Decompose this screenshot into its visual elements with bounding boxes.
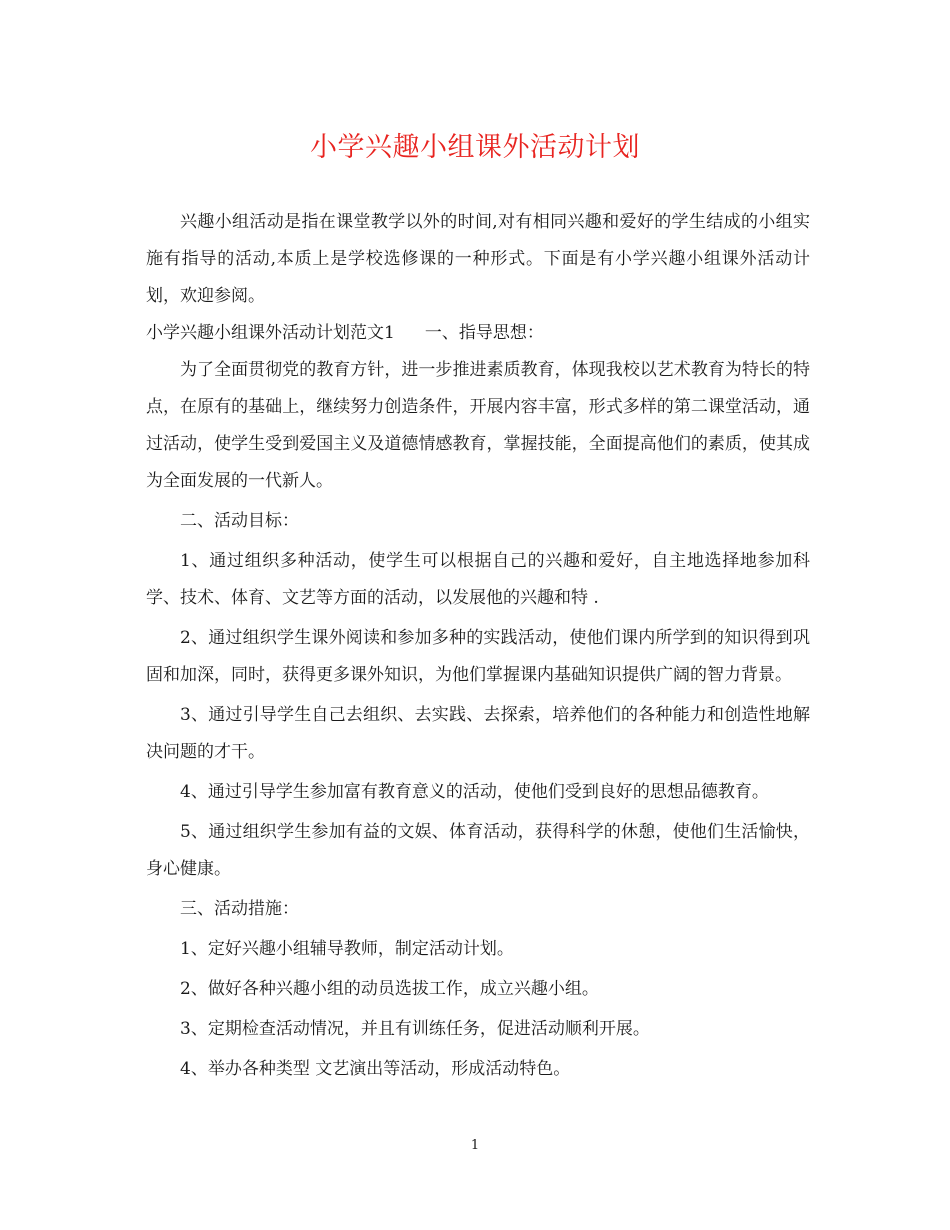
measure-item: 4、举办各种类型 文艺演出等活动，形成活动特色。 bbox=[180, 1059, 571, 1079]
sample-heading: 小学兴趣小组课外活动计划范文1 bbox=[146, 323, 395, 343]
goal-item: 1、通过组织多种活动，使学生可以根据自己的兴趣和爱好，自主地选择地参加科学、技术、体育、文艺等方面的活动，以发展他的兴趣和特 . bbox=[146, 551, 810, 608]
section2-heading: 二、活动目标： bbox=[180, 511, 299, 531]
intro-paragraph: 兴趣小组活动是指在课堂教学以外的时间,对有相同兴趣和爱好的学生结成的小组实施有指导的活动,本质上是学校选修课的一种形式。下面是有小学兴趣小组课外活动计划，欢迎参阅。 bbox=[146, 212, 810, 306]
goal-item: 2、通过组织学生课外阅读和参加多种的实践活动，使他们课内所学到的知识得到巩固和加深，同时，获得更多课外知识，为他们掌握课内基础知识提供广阔的智力背景。 bbox=[146, 628, 810, 685]
measure-item: 2、做好各种兴趣小组的动员选拔工作，成立兴趣小组。 bbox=[180, 979, 599, 999]
sample-heading-line bbox=[146, 315, 810, 352]
measure-item: 1、定好兴趣小组辅导教师，制定活动计划。 bbox=[180, 939, 514, 959]
measure-item: 3、定期检查活动情况，并且有训练任务，促进活动顺利开展。 bbox=[180, 1019, 650, 1039]
goal-item: 3、通过引导学生自己去组织、去实践、去探索，培养他们的各种能力和创造性地解决问题的才干。 bbox=[146, 705, 810, 762]
section1-paragraph: 为了全面贯彻党的教育方针，进一步推进素质教育，体现我校以艺术教育为特长的特点，在原有的基础上，继续努力创造条件，开展内容丰富，形式多样的第二课堂活动，通过活动，使学生受到爱国主义及道德情感教育，掌握技能，全面提高他们的素质，使其成为全面发展的一代新人。 bbox=[146, 360, 810, 491]
document-body bbox=[146, 204, 810, 1088]
goal-item: 4、通过引导学生参加富有教育意义的活动，使他们受到良好的思想品德教育。 bbox=[180, 782, 769, 802]
section3-heading: 三、活动措施： bbox=[180, 899, 299, 919]
page-number: 1 bbox=[470, 1138, 480, 1153]
goal-item: 5、通过组织学生参加有益的文娱、体育活动，获得科学的休憩，使他们生活愉快，身心健康。 bbox=[146, 822, 810, 879]
section1-heading: 一、指导思想： bbox=[424, 323, 544, 343]
document-title: 小学兴趣小组课外活动计划 bbox=[310, 132, 640, 163]
